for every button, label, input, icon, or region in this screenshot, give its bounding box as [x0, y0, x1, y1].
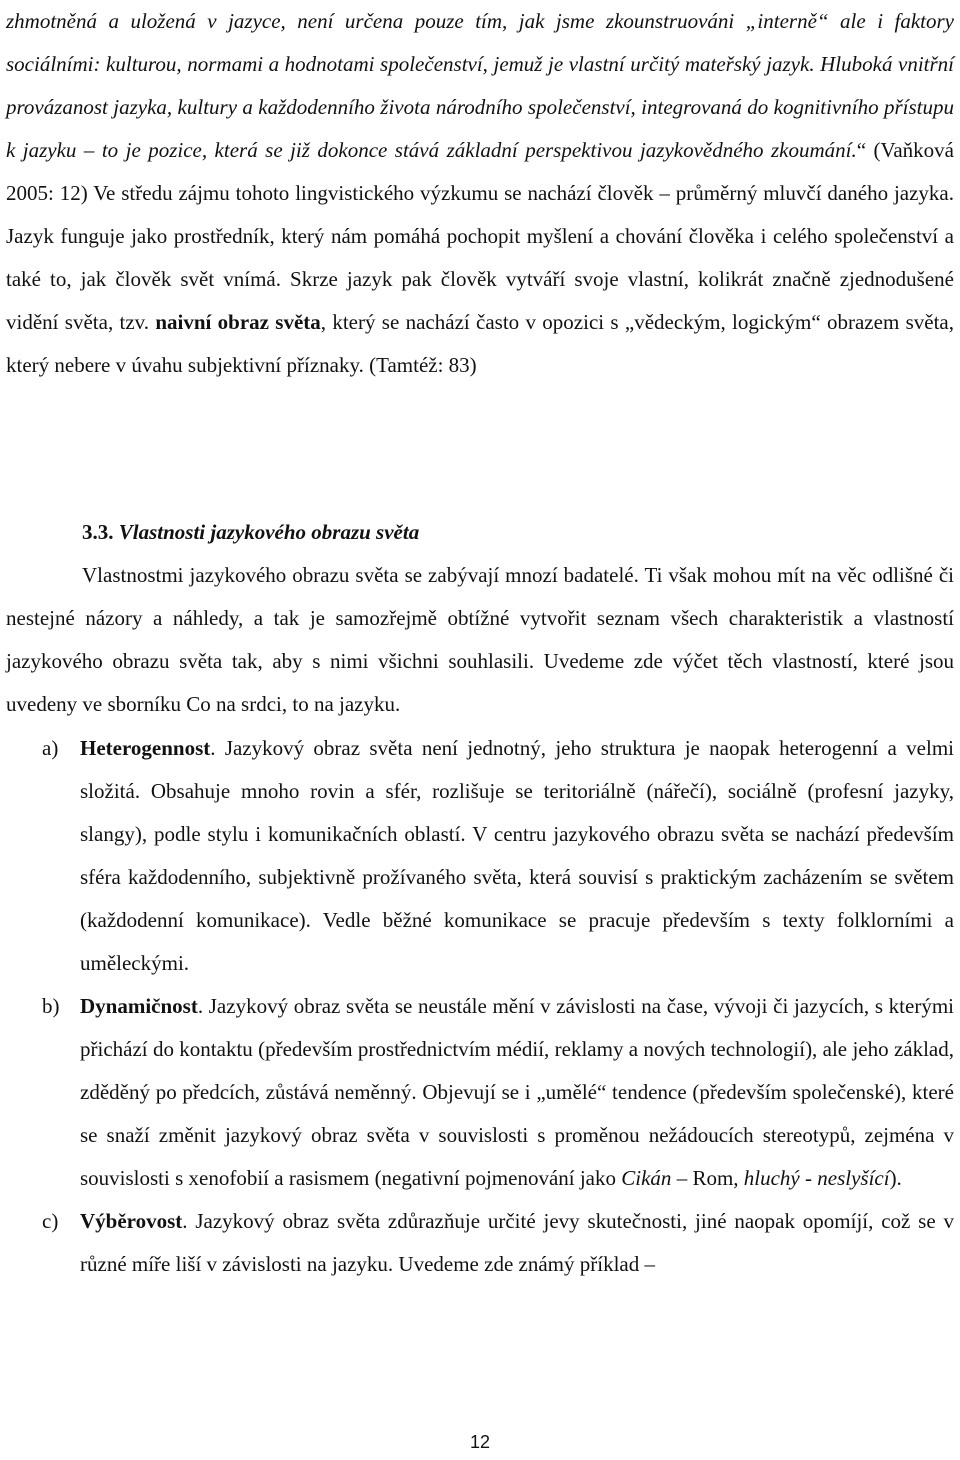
section-heading: [82, 511, 419, 554]
list-term: Dynamičnost: [80, 994, 198, 1018]
list-item-vyberovost: [6, 1200, 954, 1286]
section-paragraph-text: Vlastnostmi jazykového obrazu světa se zabývají mnozí badatelé. Ti však mohou mít na věc odlišné či nestejné názory a náhledy, a tak je samozřejmě obtížné vytvořit seznam všech charakteristik a vlastností jazykového obrazu světa tak, aby s nimi všichni souhlasili. Uvedeme zde výčet těch vlastností, které jsou uvedeny ve sborníku Co na srdci, to na jazyku.: [6, 563, 954, 716]
list-text: ).: [889, 1166, 902, 1190]
section-title: Vlastnosti jazykového obrazu světa: [118, 520, 420, 544]
properties-list: [6, 727, 954, 1286]
intro-paragraph: [6, 0, 954, 387]
list-marker: a): [42, 736, 59, 760]
list-text: . Jazykový obraz světa se neustále mění v závislosti na čase, vývoji či jazycích, s kterými přichází do kontaktu (především prostřednictvím médií, reklamy a nových technologií), ale jeho základ, zděděný po předcích, zůstává neměnný. Objevují se i „umělé“ tendence (především společenské), které se snaží změnit jazykový obraz světa v souvislosti s proměnou nežádoucích stereotypů, zejména v souvislosti s xenofobií a rasismem (negativní pojmenování jako: [80, 994, 954, 1190]
intro-text-2: , který se nachází často v opozici s „vědeckým, logickým“ obrazem světa, který nebere v úvahu subjektivní příznaky. (Tamtéž: 83): [6, 310, 954, 377]
page-number: 12: [469, 1432, 491, 1452]
list-marker: c): [42, 1209, 59, 1233]
list-text: – Rom,: [671, 1166, 744, 1190]
section-number: 3.3.: [82, 520, 114, 544]
list-text: . Jazykový obraz světa není jednotný, jeho struktura je naopak heterogenní a velmi složitá. Obsahuje mnoho rovin a sfér, rozlišuje se teritoriálně (nářečí), sociálně (profesní jazyky, slangy), podle stylu i komunikačních oblastí. V centru jazykového obrazu světa se nachází především sféra každodenního, subjektivně prožívaného světa, která souvisí s praktickým zacházením se světem (každodenní komunikace). Vedle běžné komunikace se pracuje především s texty folklorními a uměleckými.: [80, 736, 954, 975]
list-term: Výběrovost: [80, 1209, 183, 1233]
list-italic-example: Cikán: [621, 1166, 672, 1190]
intro-bold-term: naivní obraz světa: [155, 310, 321, 334]
section-paragraph: [6, 554, 954, 726]
list-text: . Jazykový obraz světa zdůrazňuje určité jevy skutečnosti, jiné naopak opomíjí, což se v různé míře liší v závislosti na jazyku. Uvedeme zde známý příklad –: [80, 1209, 954, 1276]
intro-text-1: “ (Vaňková 2005: 12) Ve středu zájmu tohoto lingvistického výzkumu se nachází člověk – průměrný mluvčí daného jazyka. Jazyk funguje jako prostředník, který nám pomáhá pochopit myšlení a chování člověka i celého společenství a také to, jak člověk svět vnímá. Skrze jazyk pak člověk vytváří svoje vlastní, kolikrát značně zjednodušené vidění světa, tzv.: [6, 138, 954, 334]
list-term: Heterogennost: [80, 736, 211, 760]
list-marker: b): [42, 994, 60, 1018]
list-item-heterogennost: [6, 727, 954, 985]
list-item-dynamicnost: [6, 985, 954, 1200]
intro-quote-italic: zhmotněná a uložená v jazyce, není určena pouze tím, jak jsme zkounstruováni „interně“ ale i faktory sociálními: kulturou, normami a hodnotami společenství, jemuž je vlastní určitý mateřský jazyk. Hluboká vnitřní provázanost jazyka, kultury a každodenního života národního společenství, integrovaná do kognitivního přístupu k jazyku – to je pozice, která se již dokonce stává základní perspektivou jazykovědného zkoumání.: [6, 9, 954, 162]
list-italic-example: hluchý - neslyšící: [743, 1166, 890, 1190]
